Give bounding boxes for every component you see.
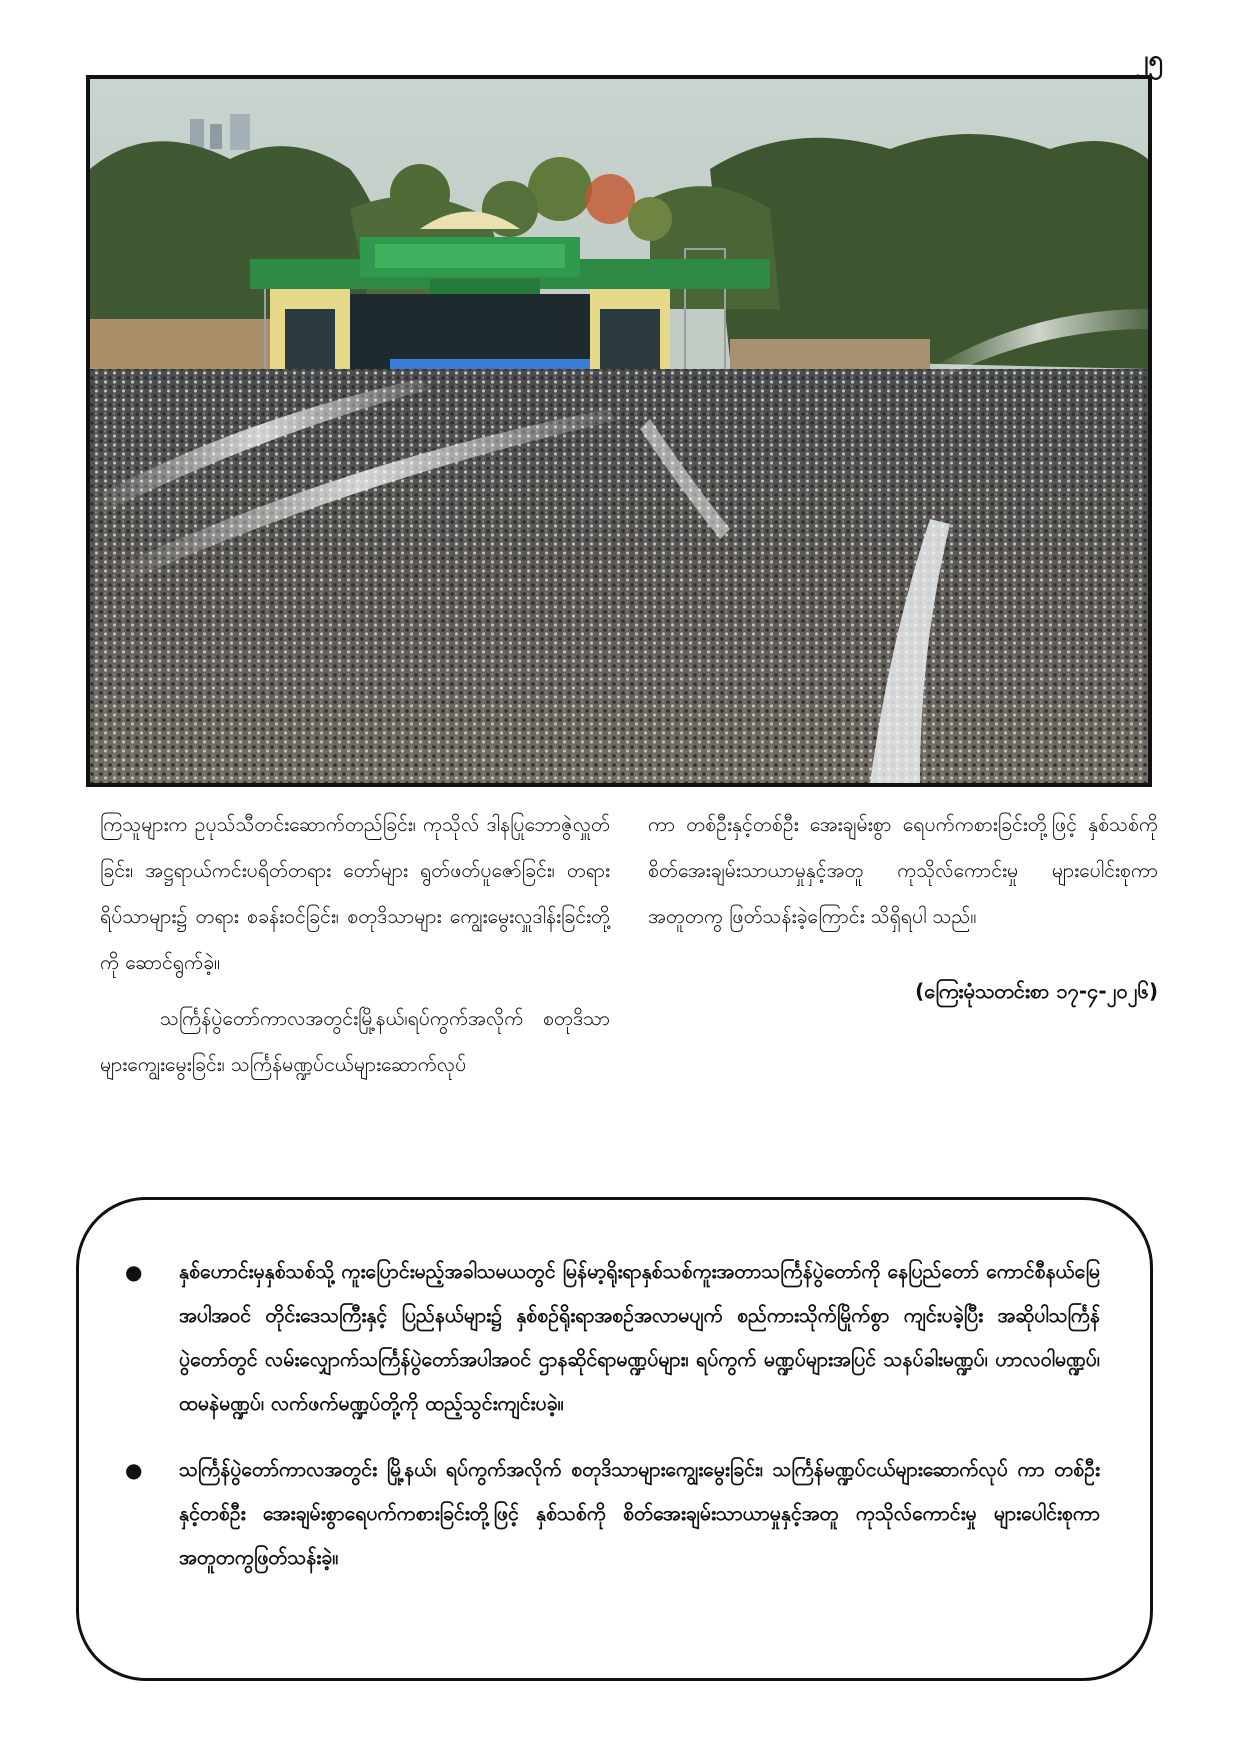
festival-photo-image xyxy=(90,79,1148,783)
article-source: (ကြေးမုံသတင်းစာ ၁၇-၄-၂၀၂၆) xyxy=(915,979,1158,1003)
summary-bullet: ● သင်္ကြန်ပွဲတော်ကာလအတွင်း မြို့နယ်၊ ရပ်ကွက်အလိုက် စတုဒိသာများကျွေးမွေးခြင်း၊ သင်္ကြန်မဏ္ဍပ်ငယ်များဆောက်လုပ် ကာ တစ်ဦးနှင့်တစ်ဦး အေးချမ်းစွာရေပက်ကစားခြင်းတို့ဖြင့် နှစ်သစ်ကို စိတ်အေးချမ်းသာယာမှုနှင့်အတူ ကုသိုလ်ကောင်းမှု များပေါင်းစုကာ အတူတကွဖြတ်သန်းခဲ့။ xyxy=(139,1448,1100,1580)
article-paragraph: ကာ တစ်ဦးနှင့်တစ်ဦး အေးချမ်းစွာ ရေပက်ကစားခြင်းတို့ဖြင့် နှစ်သစ်ကို စိတ်အေးချမ်းသာယာမှုနှင့်အတူ ကုသိုလ်ကောင်းမှု များပေါင်းစုကာ အတူတကွ ဖြတ်သန်းခဲ့ကြောင်း သိရှိရပါ သည်။ xyxy=(648,813,1158,928)
summary-list xyxy=(139,1250,1100,1580)
summary-box xyxy=(76,1197,1153,1681)
festival-photo xyxy=(86,75,1152,787)
article-paragraph: သင်္ကြန်ပွဲတော်ကာလအတွင်းမြို့နယ်၊ရပ်ကွက်အလိုက် စတုဒိသာများကျွေးမွေးခြင်း၊ သင်္ကြန်မဏ္ဍပ်ငယ်များဆောက်လုပ် xyxy=(100,1007,610,1076)
page-number: ၂၅ xyxy=(1135,45,1163,75)
article-right-column xyxy=(648,802,1158,1014)
article-left-column xyxy=(100,802,610,1088)
article-paragraph: ကြသူများက ဥပုသ်သီတင်းဆောက်တည်ခြင်း၊ ကုသိုလ် ဒါနပြုဘောဇွဲလှူတ်ခြင်း၊ အဋ္ဌရာယ်ကင်းပရိတ်တရား တော်များ ရွတ်ဖတ်ပူဇော်ခြင်း၊ တရားရိပ်သာများ၌ တရား စခန်းဝင်ခြင်း၊ စတုဒိသာများ ကျွေးမွေးလှူဒါန်းခြင်းတို့ ကို ဆောင်ရွက်ခဲ့။ xyxy=(100,813,610,974)
summary-bullet: ● နှစ်ဟောင်းမှနှစ်သစ်သို့ ကူးပြောင်းမည့်အခါသမယတွင် မြန်မာ့ရိုးရာနှစ်သစ်ကူးအတာသင်္ကြန်ပွဲတော်ကို နေပြည်တော် ကောင်စီနယ်မြေအပါအဝင် တိုင်းဒေသကြီးနှင့် ပြည်နယ်များ၌ နှစ်စဉ်ရိုးရာအစဉ်အလာမပျက် စည်ကားသိုက်မြိုက်စွာ ကျင်းပခဲ့ပြီး အဆိုပါသင်္ကြန်ပွဲတော်တွင် လမ်းလျှောက်သင်္ကြန်ပွဲတော်အပါအဝင် ဌာနဆိုင်ရာမဏ္ဍပ်များ၊ ရပ်ကွက် မဏ္ဍပ်များအပြင် သနပ်ခါးမဏ္ဍပ်၊ ဟာလဝါမဏ္ဍပ်၊ ထမနဲမဏ္ဍပ်၊ လက်ဖက်မဏ္ဍပ်တို့ကို ထည့်သွင်းကျင်းပခဲ့။ xyxy=(139,1250,1100,1426)
